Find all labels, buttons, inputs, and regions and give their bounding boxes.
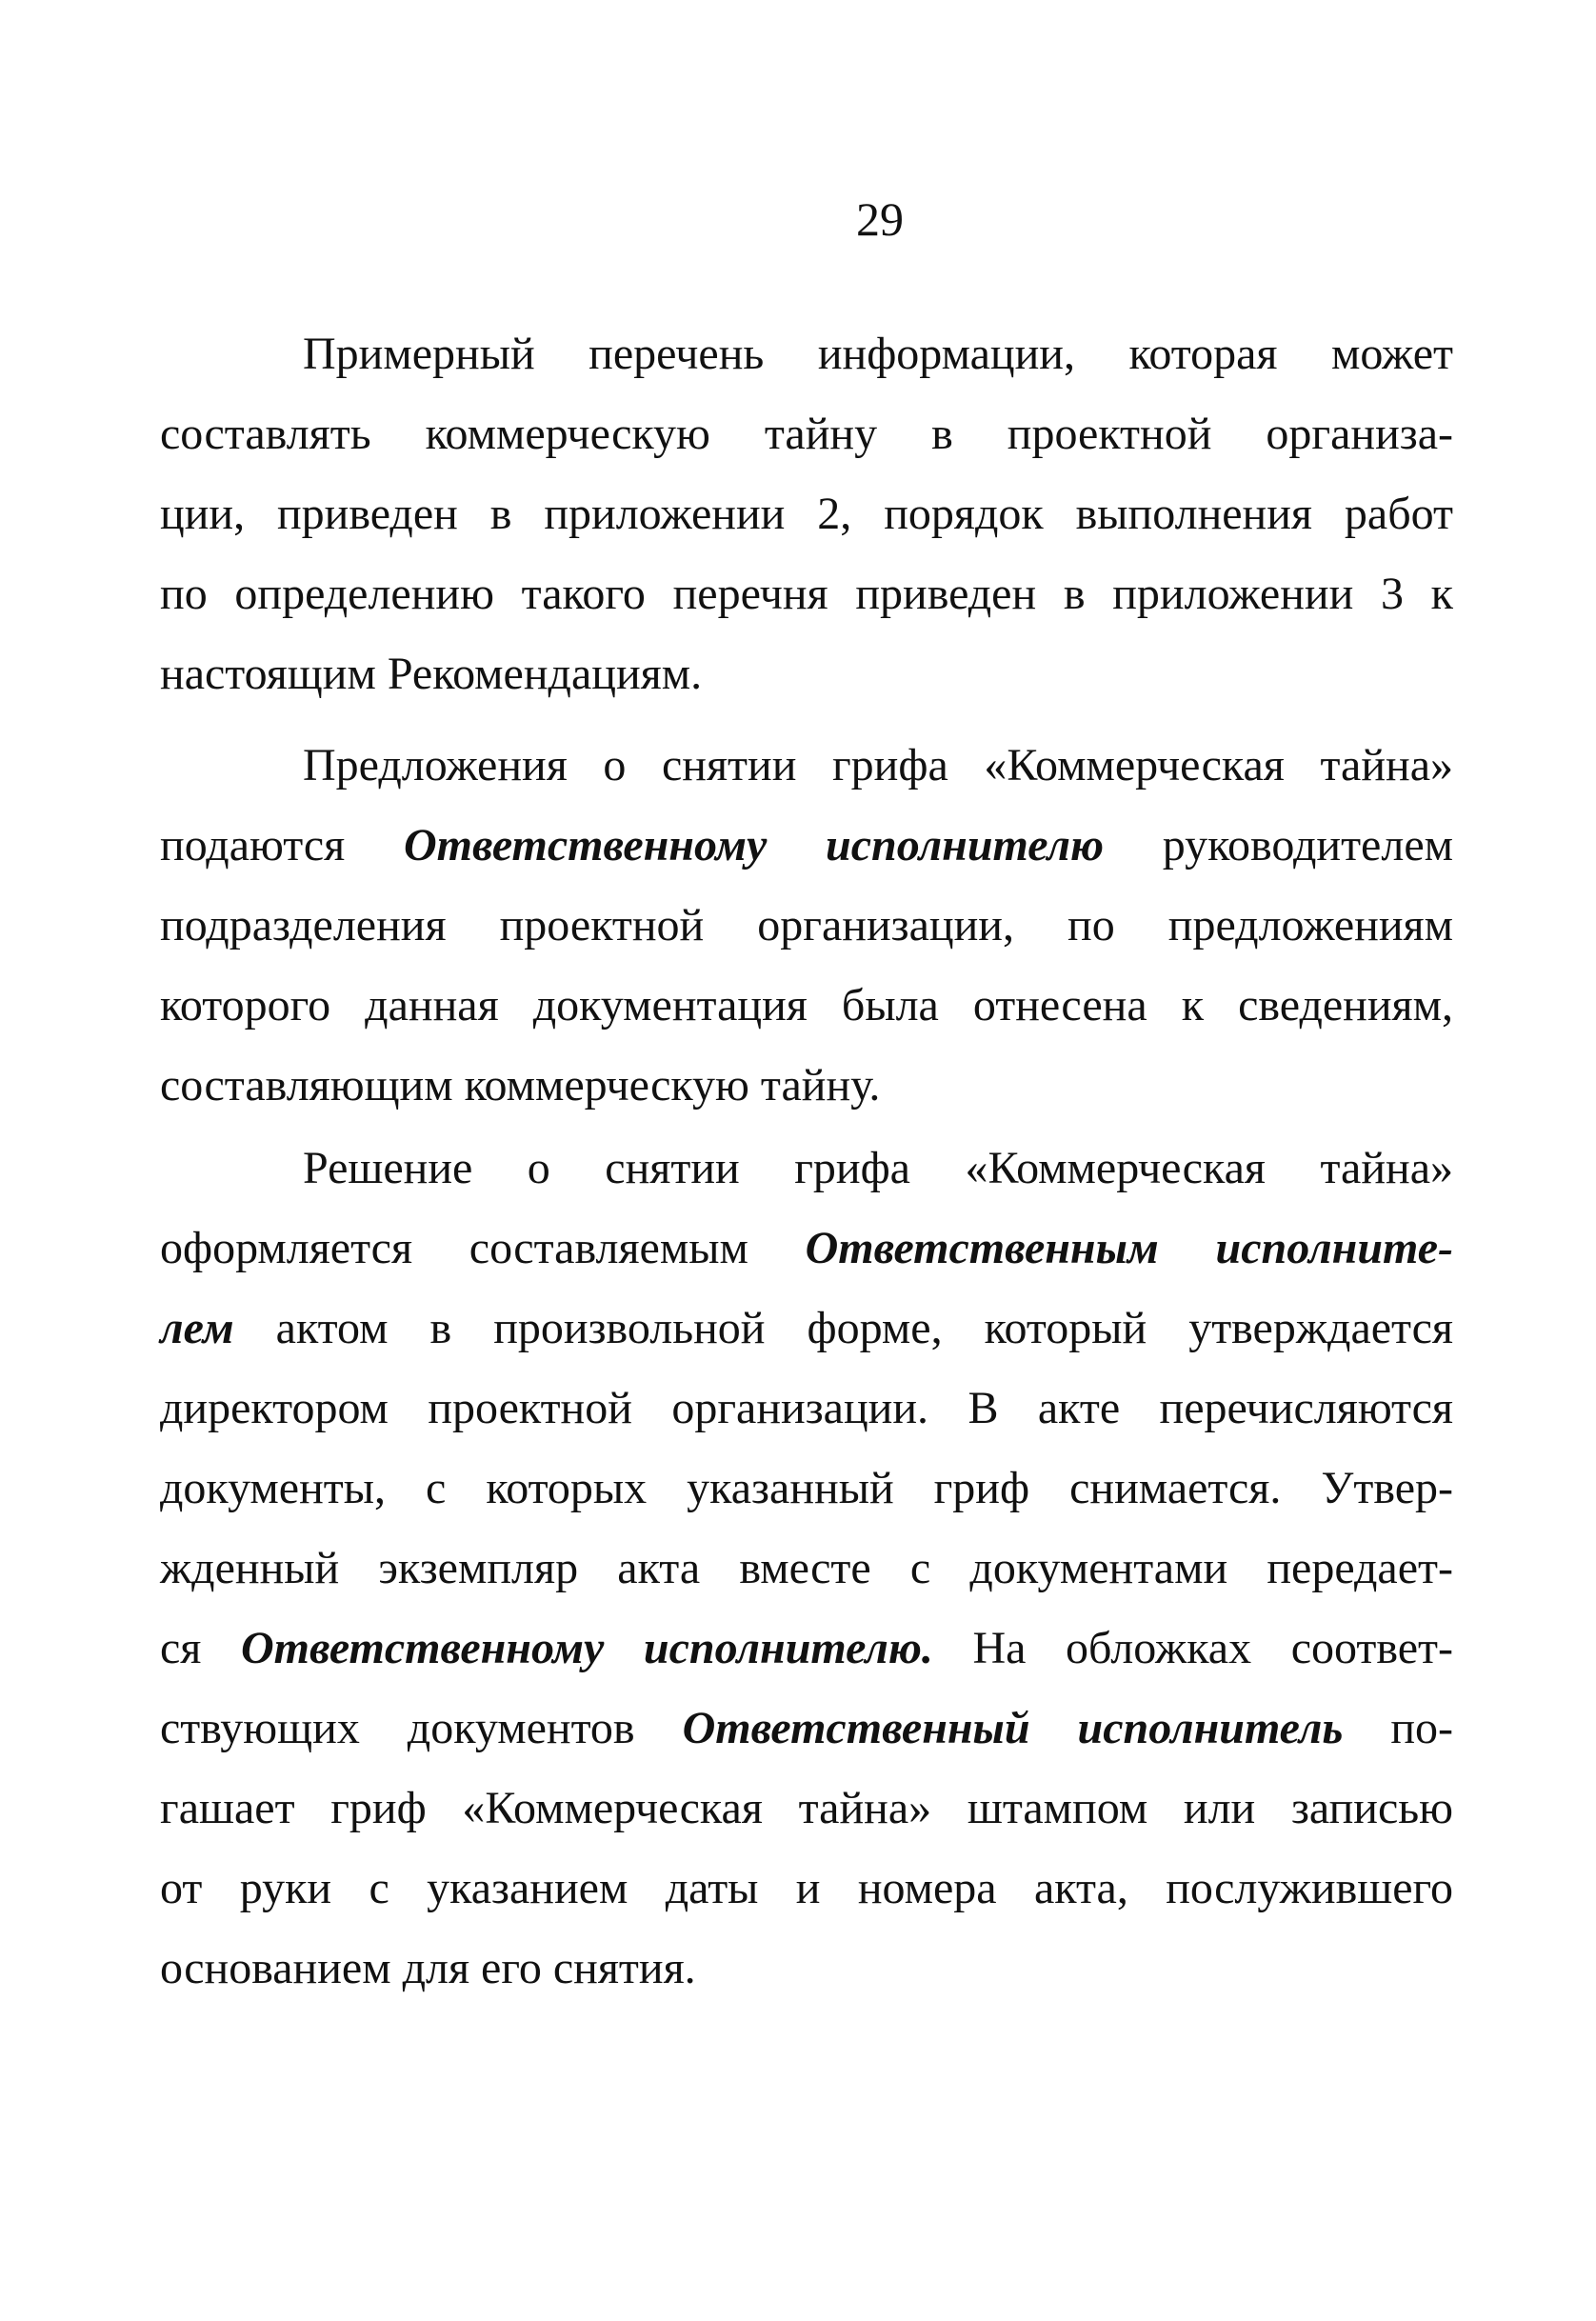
text-line: которого данная документация была отнесена к сведениям, bbox=[160, 980, 1453, 1030]
text-line: гашает гриф «Коммерческая тайна» штампом или записью bbox=[160, 1783, 1453, 1833]
text-line: от руки с указанием даты и номера акта, послужившего bbox=[160, 1863, 1453, 1913]
text-line: настоящим Рекомендациям. bbox=[160, 649, 703, 699]
text-line: ся Ответственному исполнителю. На обложках соответ- bbox=[160, 1623, 1453, 1673]
text-line: составлять коммерческую тайну в проектной организа- bbox=[160, 409, 1453, 459]
emphasis-responsible-executor: Ответственный исполнитель bbox=[682, 1703, 1344, 1753]
text-line: основанием для его снятия. bbox=[160, 1943, 696, 1993]
text-line: Решение о снятии грифа «Коммерческая тайна» bbox=[303, 1143, 1453, 1193]
text-line: подразделения проектной организации, по предложениям bbox=[160, 900, 1453, 950]
paragraph-3 bbox=[160, 1129, 1453, 2009]
text-line: подаются Ответственному исполнителю руководителем bbox=[160, 820, 1453, 870]
emphasis-responsible-executor: Ответственным исполните- bbox=[805, 1223, 1453, 1273]
text-line: ции, приведен в приложении 2, порядок выполнения работ bbox=[160, 489, 1453, 539]
emphasis-responsible-executor: лем bbox=[160, 1303, 234, 1353]
text-line: Предложения о снятии грифа «Коммерческая тайна» bbox=[303, 740, 1453, 790]
page-number: 29 bbox=[856, 192, 904, 246]
text-line: документы, с которых указанный гриф снимается. Утвер- bbox=[160, 1463, 1453, 1513]
text-line: ствующих документов Ответственный исполнитель по- bbox=[160, 1703, 1453, 1753]
emphasis-responsible-executor: Ответственному исполнителю bbox=[403, 820, 1105, 870]
text-line: жденный экземпляр акта вместе с документами передает- bbox=[160, 1543, 1453, 1593]
text-line: оформляется составляемым Ответственным исполните- bbox=[160, 1223, 1453, 1273]
paragraph-2 bbox=[160, 726, 1453, 1126]
text-line: Примерный перечень информации, которая может bbox=[303, 329, 1453, 379]
paragraph-1 bbox=[160, 314, 1453, 714]
text-line: лем актом в произвольной форме, который утверждается bbox=[160, 1303, 1453, 1353]
text-line: составляющим коммерческую тайну. bbox=[160, 1060, 881, 1110]
text-line: по определению такого перечня приведен в приложении 3 к bbox=[160, 569, 1453, 619]
text-line: директором проектной организации. В акте перечисляются bbox=[160, 1383, 1453, 1433]
emphasis-responsible-executor: Ответственному исполнителю. bbox=[240, 1623, 933, 1673]
